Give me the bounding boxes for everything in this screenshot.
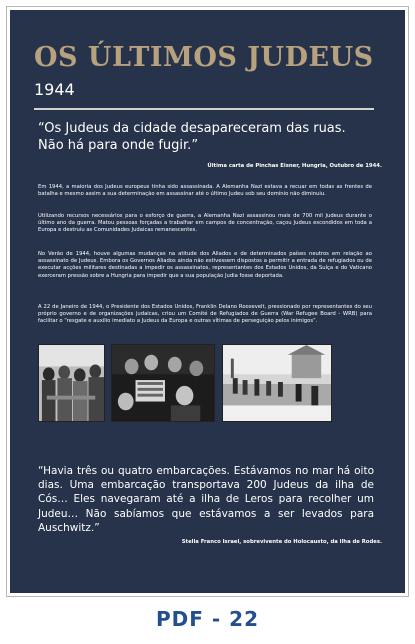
- historical-photo-crowd: [38, 344, 105, 422]
- closing-quote: “Havia três ou quatro embarcações. Estávamos no mar há oito dias. Uma embarcação transportava 200 Judeus da ilha de Cós… Eles navegaram até a ilha de Leros para recolher um Judeu… Não sabíamos que estávamos a ser levados para Auschwitz.”: [38, 465, 374, 534]
- title-divider: [34, 108, 374, 110]
- historical-photo-gathering: [111, 344, 215, 422]
- body-paragraph-3: No Verão de 1944, houve algumas mudanças na atitude dos Aliados e de determinados países neutros em relação ao assassinato de Judeus. Embora os Governos Aliados ainda não estivessem dispostos a permitir a entrada de refugiados ou de executar acções militares destinadas a impedir os assassinatos, representantes dos Estados Unidos, da Suíça e do Vaticano exerceram pressão sobre a Hungria para impedir que a sua população Judia fosse deportada.: [38, 251, 372, 279]
- page-label: PDF - 22: [156, 607, 259, 631]
- body-paragraph-4: A 22 de Janeiro de 1944, o Presidente dos Estados Unidos, Franklin Delano Roosevelt, pressionado por representantes do seu próprio governo e de organizações judaicas, criou um Comité de Refugiados de Guerra (War Refugee Board - WRB) para facilitar o “resgate e auxílio imediato a Judeus da Europa e outras vítimas de perseguição pelos inimigos”.: [38, 304, 372, 325]
- opening-quote-source: Última carta de Pinchas Eisner, Hungria, Outubro de 1944.: [207, 163, 382, 169]
- historical-photo-deportation: [222, 344, 332, 422]
- poster-year: 1944: [34, 80, 75, 99]
- closing-quote-source: Stella Franco Israel, sobrevivente do Holocausto, da ilha de Rodes.: [181, 539, 382, 545]
- opening-quote: “Os Judeus da cidade desapareceram das ruas. Não há para onde fugir.”: [38, 121, 346, 153]
- body-paragraph-1: Em 1944, a maioria dos Judeus europeus tinha sido assassinada. A Alemanha Nazi estava a recuar em todas as frentes de batalha e mesmo assim a sua determinação em assassinar até o último Judeu sob seu domínio não diminuiu.: [38, 184, 372, 198]
- body-paragraph-2: Utilizando recursos necessários para o esforço de guerra, a Alemanha Nazi assassinou mais de 700 mil Judeus durante o último ano da guerra. Matou pessoas forçadas a trabalhar em campos de concentração, caçou Judeus escondidos em toda a Europa e destruiu as Comunidades Judaicas remanescentes.: [38, 213, 372, 234]
- poster-title: OS ÚLTIMOS JUDEUS: [34, 42, 374, 73]
